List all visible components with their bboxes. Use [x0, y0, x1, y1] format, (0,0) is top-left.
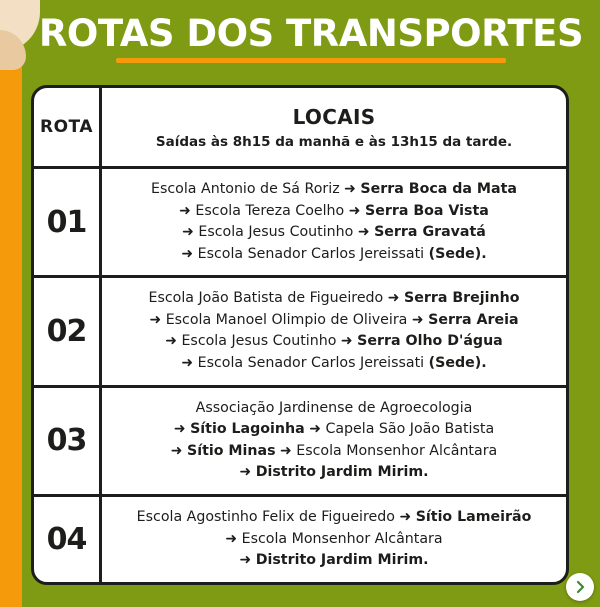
arrow-icon: ➜ — [181, 355, 194, 372]
arrow-icon: ➜ — [173, 421, 186, 438]
route-number: 01 — [46, 204, 87, 240]
route-stop-line — [179, 201, 489, 223]
stop-name: Escola Monsenhor Alcântara — [241, 530, 443, 547]
header-locais-title: LOCAIS — [292, 104, 376, 129]
header-rota-label: ROTA — [40, 117, 93, 137]
arrow-icon: ➜ — [179, 202, 191, 219]
table-row — [34, 169, 566, 278]
arrow-icon: ➜ — [280, 442, 292, 459]
stop-name: Serra Boa Vista — [364, 202, 489, 219]
header-locais-subtitle: Saídas às 8h15 da manhã e às 13h15 da tarde. — [155, 133, 513, 150]
route-stop-line — [151, 179, 517, 201]
arrow-icon: ➜ — [344, 181, 356, 197]
stop-name: Serra Boca da Mata — [360, 181, 517, 197]
stop-name: Serra Brejinho — [404, 290, 520, 307]
stop-name: Sítio Lagoinha — [190, 421, 305, 438]
stop-name: Sítio Lameirão — [415, 508, 532, 525]
stop-name: Escola Jesus Coutinho — [198, 224, 354, 241]
arrow-icon: ➜ — [399, 508, 412, 525]
page-title: ROTAS DOS TRANSPORTES — [38, 12, 584, 55]
stop-name: Escola Senador Carlos Jereissati — [197, 355, 425, 372]
cell-route-stops — [102, 169, 566, 275]
table-row — [34, 388, 566, 497]
stop-name: Serra Areia — [428, 311, 519, 328]
route-number: 04 — [46, 521, 87, 557]
title-container — [22, 14, 600, 61]
arrow-icon: ➜ — [348, 202, 361, 219]
stop-name: Escola Antonio de Sá Roriz — [151, 181, 340, 197]
table-row — [34, 497, 566, 582]
stop-name: Distrito Jardim Mirim. — [255, 464, 429, 481]
arrow-icon: ➜ — [309, 421, 321, 438]
route-number: 03 — [46, 423, 87, 459]
route-stop-line — [137, 507, 532, 529]
stop-name: Serra Gravatá — [374, 224, 486, 241]
arrow-icon: ➜ — [340, 333, 353, 350]
next-slide-button[interactable] — [566, 573, 594, 601]
arrow-icon: ➜ — [165, 333, 177, 350]
route-number: 02 — [46, 313, 87, 349]
table-row — [34, 278, 566, 387]
stop-name: Escola Monsenhor Alcântara — [296, 442, 498, 459]
stop-name: (Sede). — [428, 355, 487, 372]
arrow-icon: ➜ — [411, 311, 424, 328]
routes-table — [31, 85, 569, 585]
cell-route-number — [34, 388, 102, 494]
title-underline — [116, 58, 506, 63]
stop-name: Distrito Jardim Mirim. — [255, 552, 429, 569]
cell-route-stops — [102, 388, 566, 494]
cell-route-number — [34, 169, 102, 275]
stop-name: Escola Jesus Coutinho — [181, 333, 337, 350]
stop-name: Sítio Minas — [187, 442, 276, 459]
arrow-icon: ➜ — [387, 290, 400, 307]
stop-name: Associação Jardinense de Agroecologia — [195, 399, 473, 416]
route-stop-line — [225, 529, 442, 551]
route-stop-line — [171, 441, 497, 463]
cell-route-number — [34, 497, 102, 582]
route-stop-line — [165, 331, 503, 353]
arrow-icon: ➜ — [182, 224, 194, 241]
cell-route-stops — [102, 497, 566, 582]
cell-route-stops — [102, 278, 566, 384]
route-stop-line — [174, 419, 494, 441]
stop-name: (Sede). — [428, 245, 487, 262]
stop-name: Escola Agostinho Felix de Figueiredo — [136, 508, 395, 525]
route-stop-line — [182, 222, 486, 244]
header-cell-rota — [34, 88, 102, 166]
table-header-row — [34, 88, 566, 169]
stop-name: Capela São João Batista — [325, 421, 495, 438]
route-stop-line — [239, 462, 428, 484]
cell-route-number — [34, 278, 102, 384]
arrow-icon: ➜ — [181, 245, 194, 262]
route-stop-line — [181, 244, 486, 266]
arrow-icon: ➜ — [149, 311, 162, 328]
arrow-icon: ➜ — [239, 464, 252, 481]
chevron-right-icon — [573, 580, 587, 594]
table-body — [34, 169, 566, 582]
header-cell-locais — [102, 88, 566, 166]
arrow-icon: ➜ — [239, 552, 252, 569]
arrow-icon: ➜ — [170, 442, 183, 459]
route-stop-line — [196, 398, 473, 420]
route-stop-line — [181, 353, 486, 375]
left-accent-strip — [0, 0, 22, 607]
route-stop-line — [149, 288, 520, 310]
stop-name: Escola Tereza Coelho — [195, 202, 345, 219]
stop-name: Escola Senador Carlos Jereissati — [197, 245, 425, 262]
stop-name: Serra Olho D'água — [357, 333, 503, 350]
stop-name: Escola Manoel Olimpio de Oliveira — [165, 311, 408, 328]
arrow-icon: ➜ — [225, 530, 238, 547]
arrow-icon: ➜ — [357, 224, 370, 241]
stop-name: Escola João Batista de Figueiredo — [148, 290, 384, 307]
route-stop-line — [239, 550, 428, 572]
route-stop-line — [149, 310, 518, 332]
